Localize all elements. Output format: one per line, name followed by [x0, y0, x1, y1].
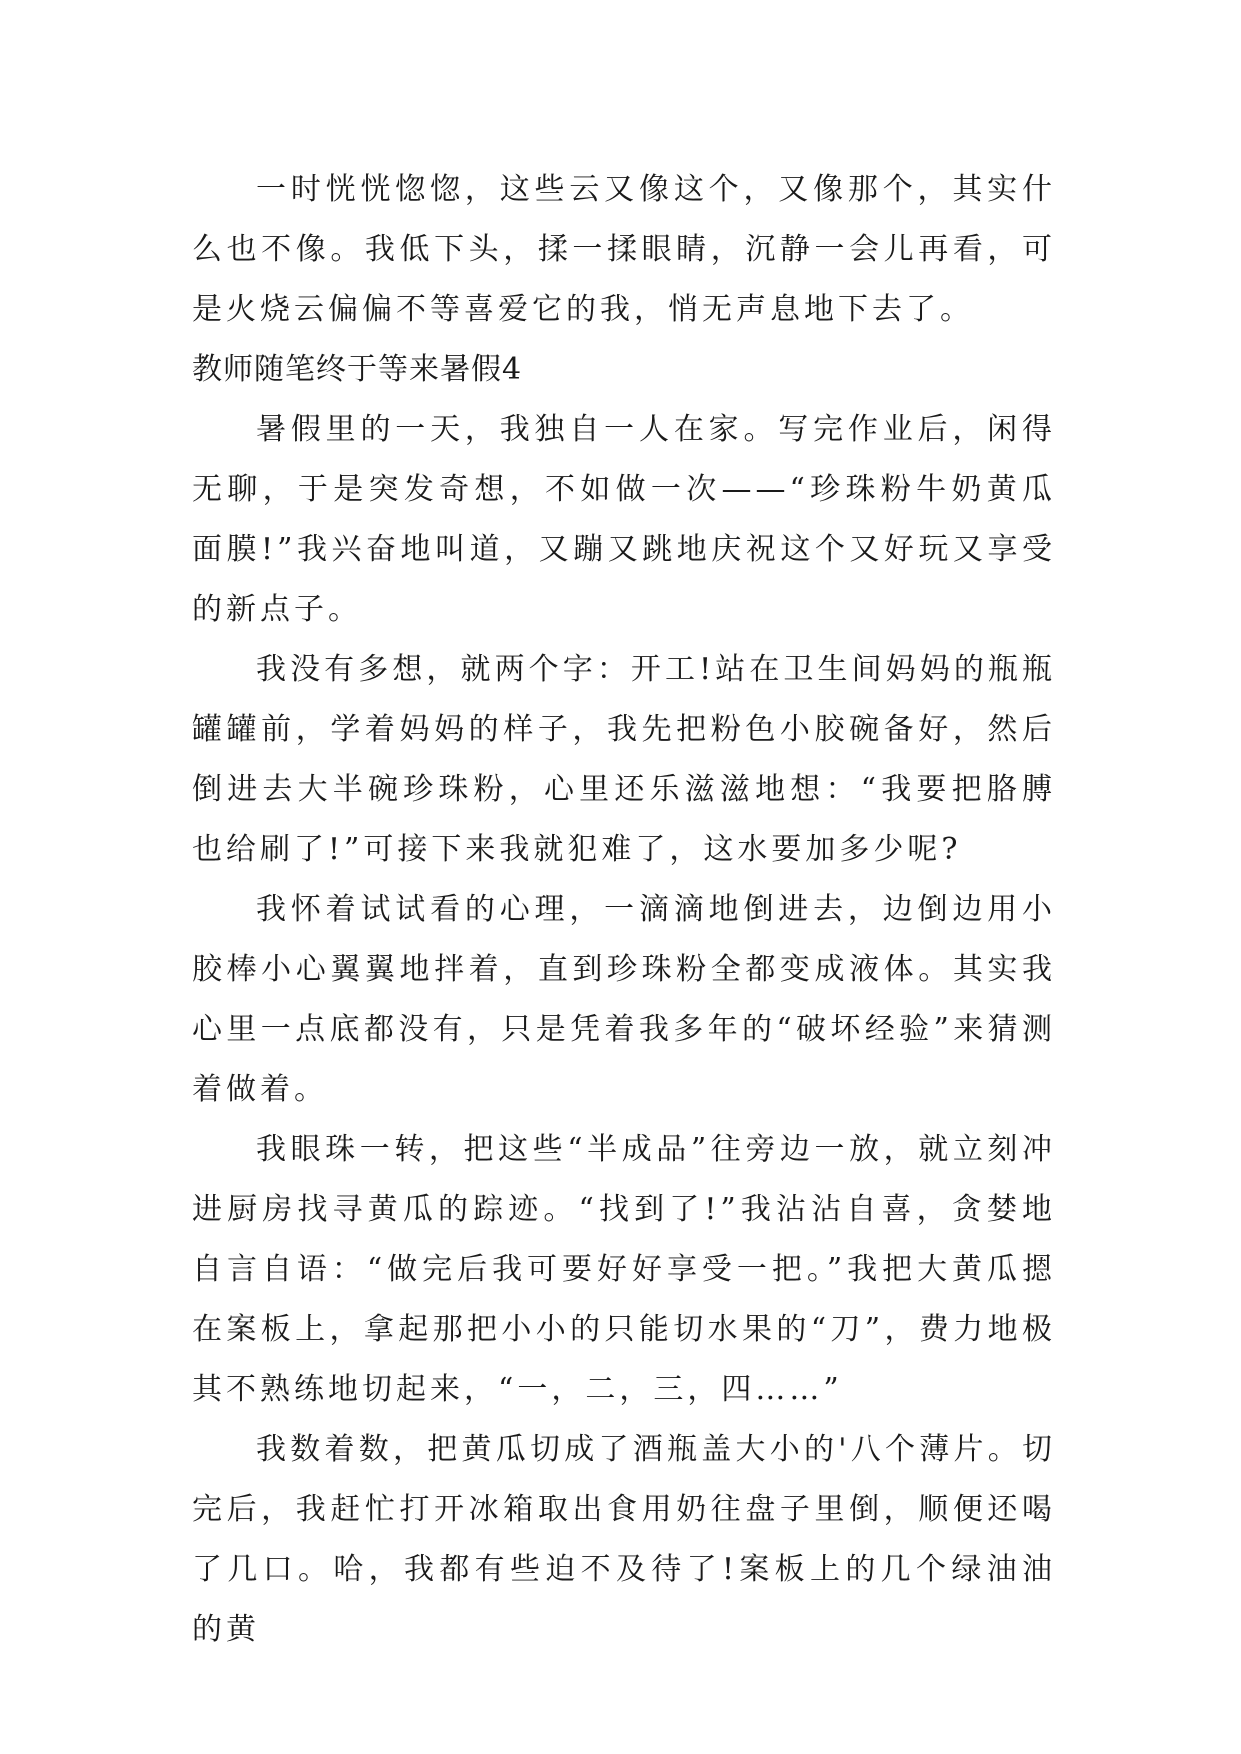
paragraph-slices: 我数着数，把黄瓜切成了酒瓶盖大小的'八个薄片。切完后，我赶忙打开冰箱取出食用奶往盘子里倒，顺便还喝了几口。哈，我都有些迫不及待了!案板上的几个绿油油的黄 [192, 1432, 1056, 1647]
paragraph-cucumber: 我眼珠一转，把这些“半成品”往旁边一放，就立刻冲进厨房找寻黄瓜的踪迹。“找到了!”我沾沾自喜，贪婪地自言自语：“做完后我可要好好享受一把。”我把大黄瓜摁在案板上，拿起那把小小的只能切水果的“刀”，费力地极其不熟练地切起来，“一，二，三，四……” [192, 1132, 1056, 1407]
paragraph-pearl-powder: 我没有多想，就两个字：开工!站在卫生间妈妈的瓶瓶罐罐前，学着妈妈的样子，我先把粉色小胶碗备好，然后倒进去大半碗珍珠粉，心里还乐滋滋地想：“我要把胳膊也给刷了!”可接下来我就犯难了，这水要加多少呢? [192, 652, 1056, 867]
paragraph-firecloud-ending: 一时恍恍惚惚，这些云又像这个，又像那个，其实什么也不像。我低下头，揉一揉眼睛，沉静一会儿再看，可是火烧云偏偏不等喜爱它的我，悄无声息地下去了。 [192, 172, 1056, 327]
document-page [192, 160, 1056, 1660]
section-heading: 教师随笔终于等来暑假4 [192, 352, 523, 387]
paragraph-summer-idea: 暑假里的一天，我独自一人在家。写完作业后，闲得无聊，于是突发奇想，不如做一次——“珍珠粉牛奶黄瓜面膜!”我兴奋地叫道，又蹦又跳地庆祝这个又好玩又享受的新点子。 [192, 412, 1056, 627]
paragraph-mixing: 我怀着试试看的心理，一滴滴地倒进去，边倒边用小胶棒小心翼翼地拌着，直到珍珠粉全都变成液体。其实我心里一点底都没有，只是凭着我多年的“破坏经验”来猜测着做着。 [192, 892, 1056, 1107]
